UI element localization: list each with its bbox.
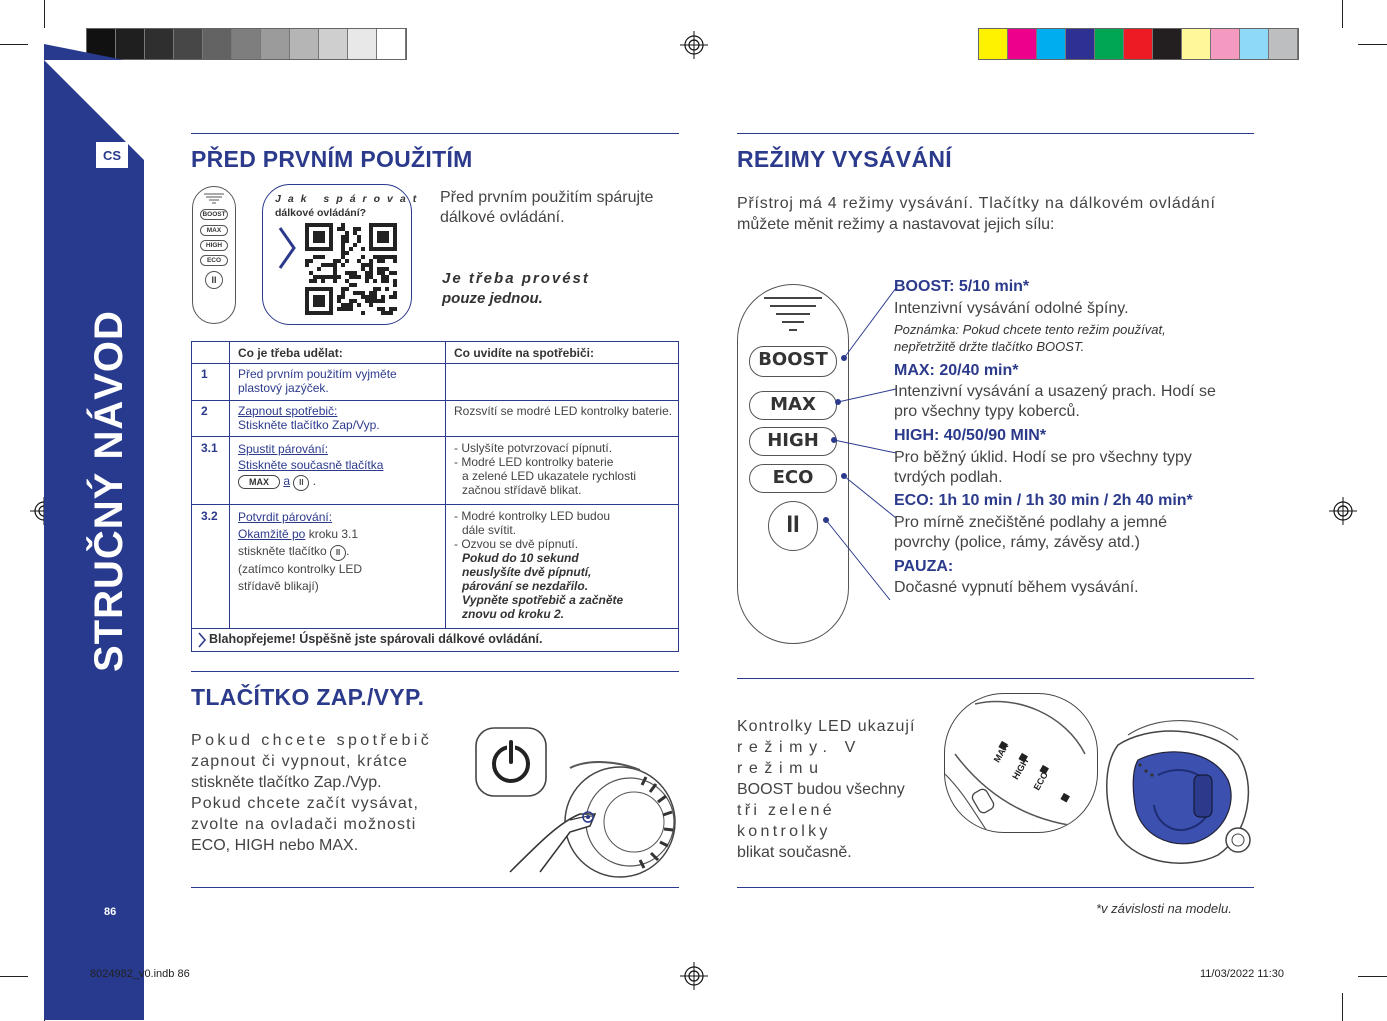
- mode-max-text: [894, 382, 1254, 422]
- mode-line: Pro mírně znečištěné podlahy a jemné: [894, 514, 1168, 531]
- calibration-swatch: [979, 29, 1008, 59]
- max-button-pill: MAX: [238, 475, 280, 489]
- table-row: [192, 437, 678, 505]
- calibration-swatch: [1182, 29, 1211, 59]
- note-line: nepřetržitě držte tlačítko BOOST.: [894, 339, 1085, 354]
- modes-intro: [737, 193, 1257, 235]
- led-line: BOOST budou všechny: [737, 781, 905, 798]
- on-off-heading: TLAČÍTKO ZAP./VYP.: [191, 684, 425, 710]
- device-label-max: MAX: [991, 741, 1011, 765]
- pause-icon: II: [293, 475, 309, 491]
- file-slug: 8024982_v0.indb 86: [90, 968, 190, 980]
- on-off-line: zapnout či vypnout, krátce: [191, 753, 409, 770]
- divider: [191, 133, 679, 134]
- step-action-text: stiskněte tlačítko: [238, 544, 327, 558]
- step-action-text: (zatímco kontrolky LED: [238, 562, 363, 576]
- mode-line: Intenzivní vysávání a usazený prach. Hodí se: [894, 383, 1216, 400]
- success-row: [192, 629, 678, 651]
- device-label-eco: ECO: [1031, 770, 1050, 792]
- mode-high-text: [894, 448, 1254, 488]
- mode-high-title: HIGH: 40/50/90 MIN*: [894, 427, 1047, 444]
- step-action: [238, 404, 438, 432]
- divider: [737, 133, 1254, 134]
- mode-boost-text: Intenzivní vysávání odolné špíny.: [894, 300, 1129, 317]
- speaker-grille-icon: [204, 193, 224, 207]
- on-off-line: stiskněte tlačítko Zap./Vyp.: [191, 774, 382, 791]
- warning-line: neuslyšíte dvě pípnutí,: [462, 565, 592, 579]
- speaker-grille-icon: [764, 295, 822, 335]
- calibration-swatch: [203, 29, 232, 59]
- crop-mark: [1342, 0, 1343, 28]
- crop-mark: [1358, 976, 1387, 977]
- color-calibration-bar: [978, 28, 1299, 60]
- language-tab: CS: [96, 142, 128, 168]
- sidebar-title: STRUČNÝ NÁVOD: [87, 310, 131, 672]
- led-line: režimy. V režimu: [737, 739, 862, 777]
- first-use-heading: PŘED PRVNÍM POUŽITÍM: [191, 146, 473, 172]
- crop-mark: [1342, 993, 1343, 1021]
- calibration-swatch: [1037, 29, 1066, 59]
- step-action-text: Stiskněte tlačítko Zap/Vyp.: [238, 418, 380, 432]
- note-line: Poznámka: Pokud chcete tento režim používat,: [894, 322, 1166, 337]
- mode-pause-title: PAUZA:: [894, 558, 954, 575]
- remote-eco-button: ECO: [749, 464, 837, 493]
- pause-icon: II: [768, 501, 818, 551]
- calibration-swatch: [1124, 29, 1153, 59]
- result-line: - Modré kontrolky LED budou: [454, 509, 611, 523]
- once-note-line2: pouze jednou.: [442, 290, 543, 307]
- mode-pause-text: Dočasné vypnutí během vysávání.: [894, 579, 1139, 596]
- registration-mark-icon: [1329, 497, 1357, 525]
- pause-icon: II: [205, 271, 223, 289]
- mode-max-title: MAX: 20/40 min*: [894, 362, 1019, 379]
- chevron-right-icon: [197, 632, 207, 648]
- remote-max-button: MAX: [200, 225, 228, 236]
- modes-intro-line: Přístroj má 4 režimy vysávání. Tlačítky na dálkovém ovládání: [737, 195, 1216, 212]
- led-text: [737, 716, 931, 863]
- calibration-swatch: [1269, 29, 1298, 59]
- calibration-swatch: [145, 29, 174, 59]
- pairing-table: [191, 341, 679, 652]
- table-row: [192, 505, 678, 629]
- table-row: [192, 401, 678, 437]
- mode-eco-text: [894, 513, 1254, 553]
- step-result: [454, 509, 676, 621]
- device-label-high: HIGH: [1010, 756, 1031, 782]
- calibration-swatch: [290, 29, 319, 59]
- step-action-text: střídavě blikají): [238, 579, 319, 593]
- step-action: Potvrdit párování: Okamžitě po kroku 3.1 stiskněte tlačítko II . (zatímco kontrolky LED střídavě blikají): [238, 510, 363, 593]
- remote-high-button: HIGH: [749, 427, 837, 456]
- divider: [191, 671, 679, 672]
- calibration-swatch: [319, 29, 348, 59]
- on-off-line: ECO, HIGH nebo MAX.: [191, 837, 359, 854]
- divider: [191, 887, 679, 888]
- step-action-text: Okamžitě po: [238, 527, 306, 541]
- step-number: 3.1: [201, 441, 218, 455]
- mode-line: tvrdých podlah.: [894, 469, 1003, 486]
- calibration-swatch: [261, 29, 290, 59]
- warning-line: Vypněte spotřebič a začněte: [462, 593, 624, 607]
- calibration-swatch: [174, 29, 203, 59]
- table-header-row: [192, 342, 678, 364]
- crop-mark: [0, 44, 28, 45]
- date-slug: 11/03/2022 11:30: [1200, 968, 1285, 980]
- step-action-title: Potvrdit párování:: [238, 510, 333, 524]
- divider: [737, 678, 1254, 679]
- on-off-line: zvolte na ovladači možnosti: [191, 816, 417, 833]
- divider: [737, 887, 1254, 888]
- calibration-swatch: [1095, 29, 1124, 59]
- calibration-swatch: [232, 29, 261, 59]
- table-row: [192, 364, 678, 401]
- result-line: začnou střídavě blikat.: [462, 483, 582, 497]
- step-result: [454, 441, 676, 497]
- crop-mark: [1358, 44, 1387, 45]
- pause-icon: II: [330, 545, 346, 561]
- step-result: Rozsvítí se modré LED kontrolky baterie.: [454, 404, 673, 418]
- step-action-title: Zapnout spotřebič:: [238, 404, 338, 418]
- result-line: a zelené LED ukazatele rychlosti: [462, 469, 637, 483]
- step-number: 1: [201, 367, 208, 381]
- qr-title-line1: Jak spárovat: [275, 193, 424, 205]
- modes-heading: REŽIMY VYSÁVÁNÍ: [737, 146, 952, 172]
- step-action: Před prvním použitím vyjměte plastový jazýček.: [238, 367, 397, 395]
- led-line: blikat současně.: [737, 844, 852, 861]
- warning-line: znovu od kroku 2.: [462, 607, 565, 621]
- success-message: Blahopřejeme! Úspěšně jste spárovali dálkové ovládání.: [209, 632, 543, 646]
- step-action-title: Spustit párování:: [238, 442, 329, 456]
- calibration-swatch: [1153, 29, 1182, 59]
- mode-line: pro všechny typy koberců.: [894, 403, 1080, 420]
- calibration-swatch: [1211, 29, 1240, 59]
- mode-eco-title: ECO: 1h 10 min / 1h 30 min / 2h 40 min*: [894, 492, 1193, 509]
- led-line: Kontrolky LED ukazují: [737, 718, 916, 735]
- chevron-right-icon: [276, 226, 298, 270]
- mode-line: Pro běžný úklid. Hodí se pro všechny typy: [894, 449, 1192, 466]
- calibration-swatch: [1066, 29, 1095, 59]
- on-off-line: Pokud chcete spotřebič: [191, 732, 433, 749]
- mode-boost-title: BOOST: 5/10 min*: [894, 278, 1030, 295]
- step-number: 3.2: [201, 509, 218, 523]
- step-action-text: Stiskněte současně tlačítka: [238, 458, 384, 472]
- remote-eco-button: ECO: [200, 255, 228, 266]
- first-use-intro: Před prvním použitím spárujte dálkové ovládání.: [440, 189, 654, 226]
- result-line: - Modré LED kontrolky baterie: [454, 455, 614, 469]
- warning-line: Pokud do 10 sekund: [462, 551, 579, 565]
- registration-mark-icon: [680, 31, 708, 59]
- vacuum-led-illustration: [1098, 705, 1258, 875]
- modes-intro-line: můžete měnit režimy a nastavovat jejich sílu:: [737, 216, 1055, 233]
- remote-high-button: HIGH: [200, 240, 228, 251]
- on-off-text: [191, 730, 439, 856]
- mode-boost-note: [894, 321, 1254, 355]
- mode-line: povrchy (police, rámy, závěsy atd.): [894, 534, 1141, 551]
- calibration-swatch: [1008, 29, 1037, 59]
- result-line: - Uslyšíte potvrzovací pípnutí.: [454, 441, 613, 455]
- on-off-line: Pokud chcete začít vysávat,: [191, 795, 420, 812]
- calibration-swatch: [377, 29, 406, 59]
- footnote: *v závislosti na modelu.: [1096, 901, 1232, 916]
- step-number: 2: [201, 404, 208, 418]
- warning-line: párování se nezdařilo.: [462, 579, 589, 593]
- crop-mark: [0, 976, 28, 977]
- led-closeup-illustration: [944, 693, 1098, 833]
- once-note-line1: Je třeba provést: [442, 270, 590, 287]
- qr-title-line2: dálkové ovládání?: [275, 207, 367, 219]
- calibration-swatch: [1240, 29, 1269, 59]
- calibration-swatch: [348, 29, 377, 59]
- registration-mark-icon: [680, 962, 708, 990]
- result-line: dále svítit.: [462, 523, 517, 537]
- remote-max-button: MAX: [749, 391, 837, 420]
- col-header-do: Co je třeba udělat:: [238, 346, 343, 360]
- remote-boost-button: BOOST: [749, 346, 837, 377]
- result-line: - Ozvou se dvě pípnutí.: [454, 537, 579, 551]
- vacuum-power-illustration: [470, 722, 680, 888]
- step-action-text: kroku 3.1: [308, 527, 359, 541]
- qr-code-icon: [305, 223, 397, 315]
- and-text: a: [283, 474, 291, 488]
- page-number: 86: [104, 906, 117, 918]
- sidebar-corner-cut: [44, 60, 144, 160]
- step-action: Spustit párování: Stiskněte současně tlačítka MAX a II .: [238, 441, 438, 491]
- led-line: tři zelené kontrolky: [737, 802, 835, 840]
- col-header-see: Co uvidíte na spotřebiči:: [454, 346, 595, 360]
- crop-mark: [44, 0, 45, 28]
- remote-boost-button: BOOST: [200, 209, 228, 220]
- small-remote-illustration: [192, 186, 236, 324]
